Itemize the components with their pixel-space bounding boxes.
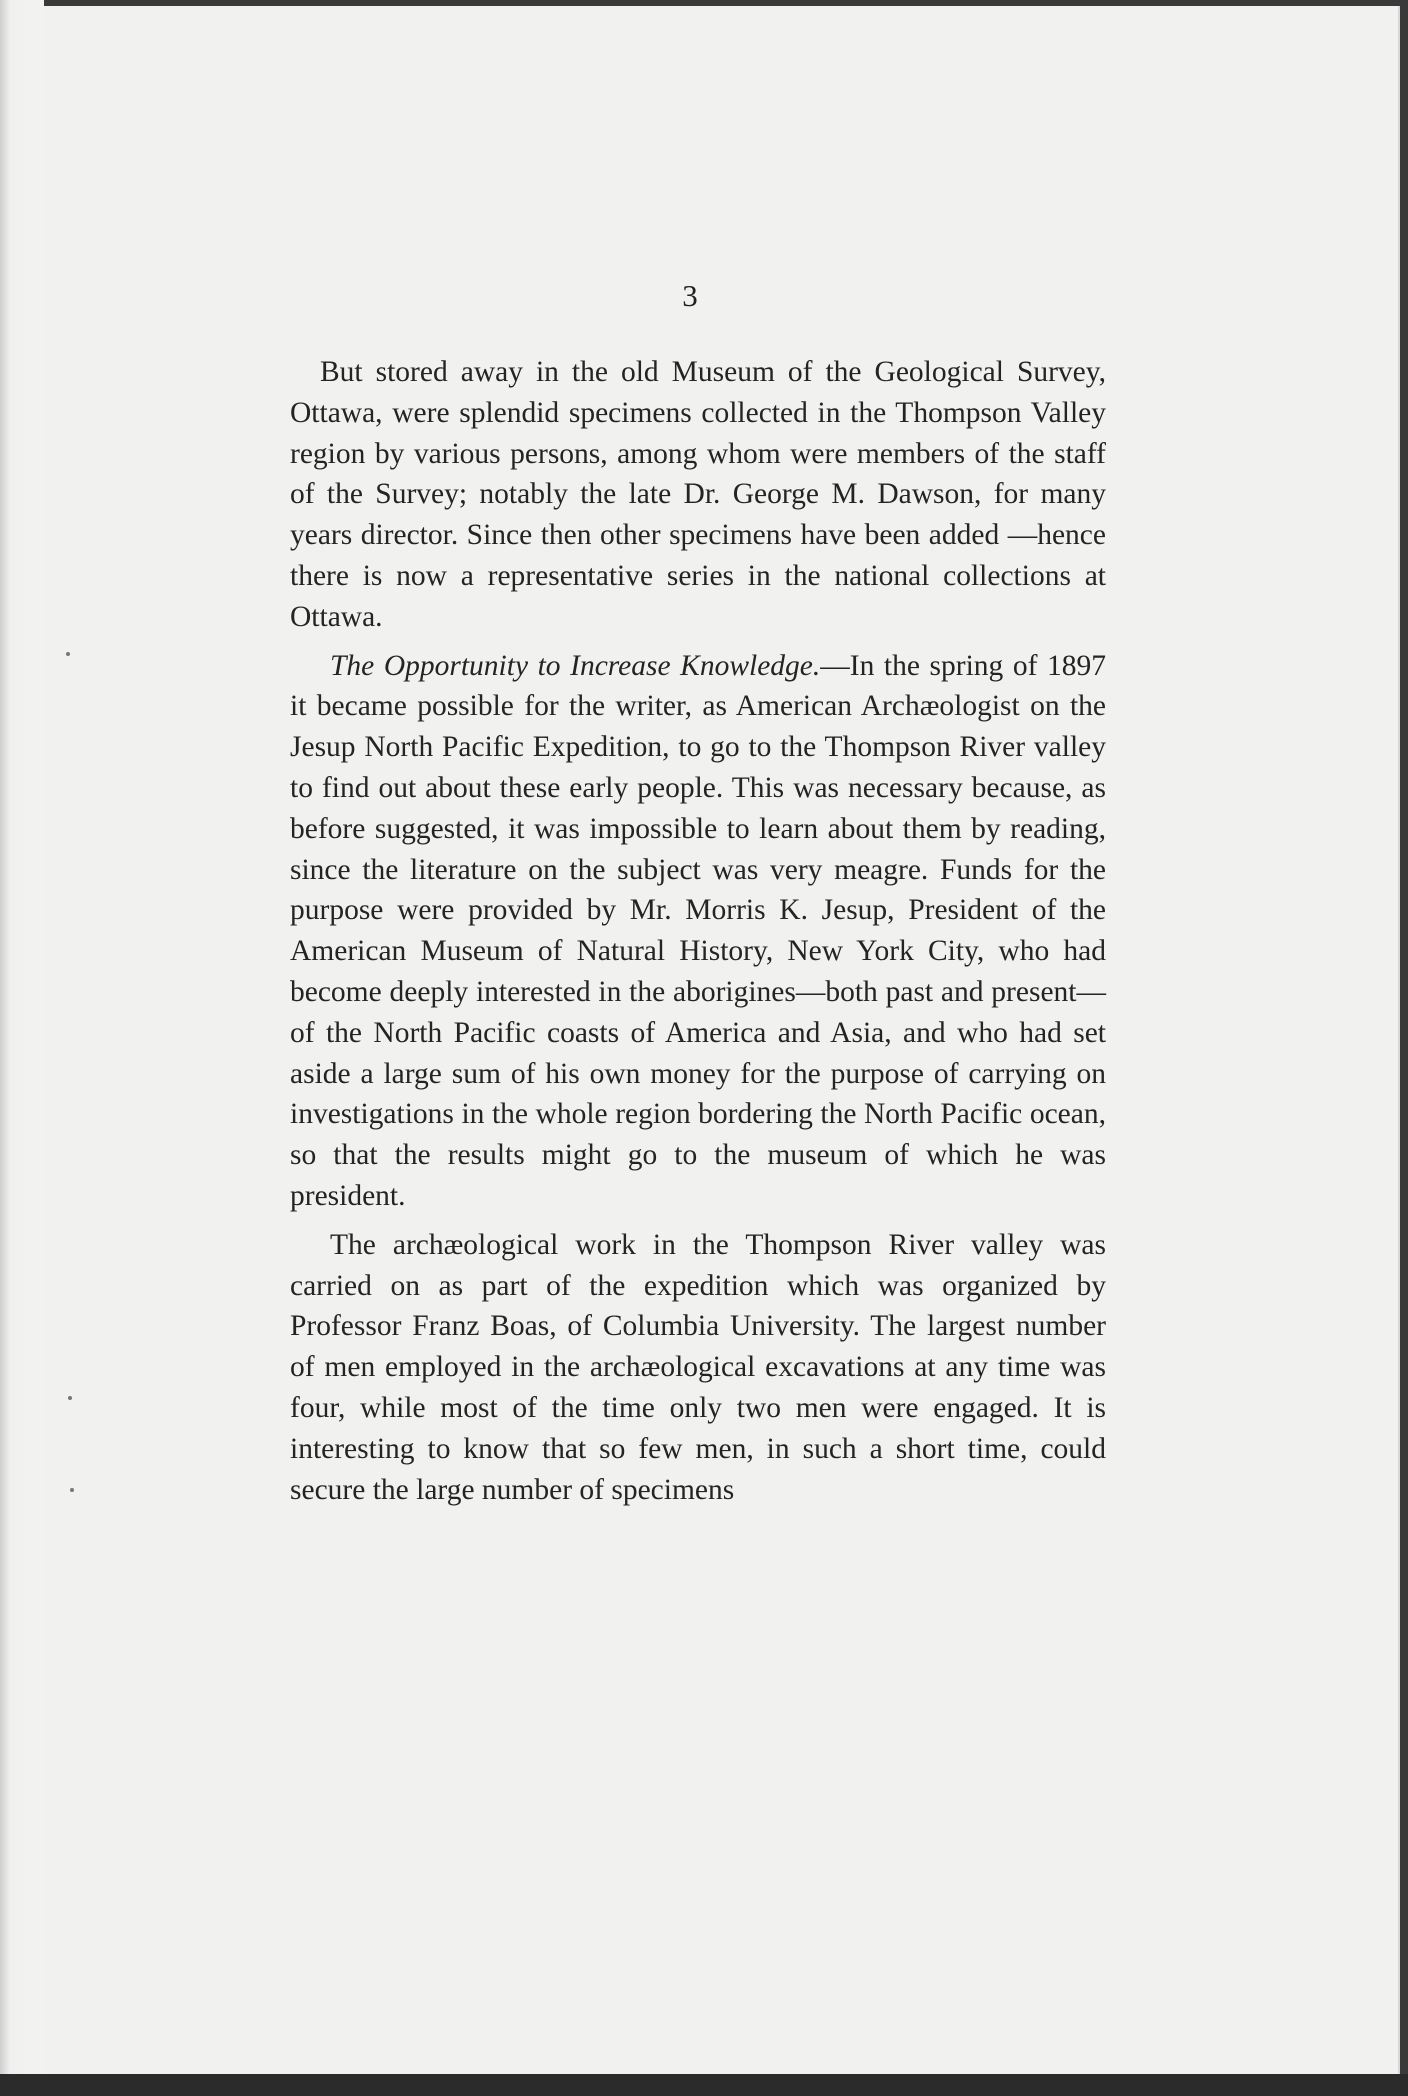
paragraph: [290, 352, 1106, 638]
paragraph: [290, 646, 1106, 1217]
paragraph: [290, 1225, 1106, 1511]
paragraph-text: —In the spring of 1897 it became possible for the writer, as American Archæologist on the Jesup North Pacific Expedition, to go to the Thompson River valley to find out about these early people. This was necessary because, as before suggested, it was impossible to learn about them by reading, since the literature on the subject was very meagre. Funds for the purpose were provided by Mr. Morris K. Jesup, President of the American Museum of Natural History, New York City, who had become deeply interested in the aborigines—both past and present—of the North Pacific coasts of America and Asia, and who had set aside a large sum of his own money for the purpose of carrying on investigations in the whole region bordering the North Pacific ocean, so that the results might go to the museum of which he was president.: [290, 649, 1106, 1212]
paragraph-text: But stored away in the old Museum of the Geological Survey, Ottawa, were splendid specimens collected in the Thompson Valley region by various persons, among whom were members of the staff of the Survey; notably the late Dr. George M. Dawson, for many years director. Since then other specimens have been added —hence there is now a representative series in the national collections at Ottawa.: [290, 356, 1106, 633]
dust-speck: [66, 652, 70, 656]
section-heading: The Opportunity to Increase Knowledge.: [330, 649, 821, 682]
dust-speck: [70, 1488, 74, 1492]
paragraph-text: The archæological work in the Thompson River valley was carried on as part of the expedition which was organized by Professor Franz Boas, of Columbia University. The largest number of men employed in the archæological excavations at any time was four, while most of the time only two men were engaged. It is interesting to know that so few men, in such a short time, could secure the large number of specimens: [290, 1228, 1106, 1506]
left-binding-edge: [0, 0, 44, 2096]
body-text: [290, 352, 1106, 1510]
page-number: 3: [682, 278, 698, 313]
bottom-scan-edge: [0, 2074, 1408, 2096]
dust-speck: [68, 1396, 72, 1400]
